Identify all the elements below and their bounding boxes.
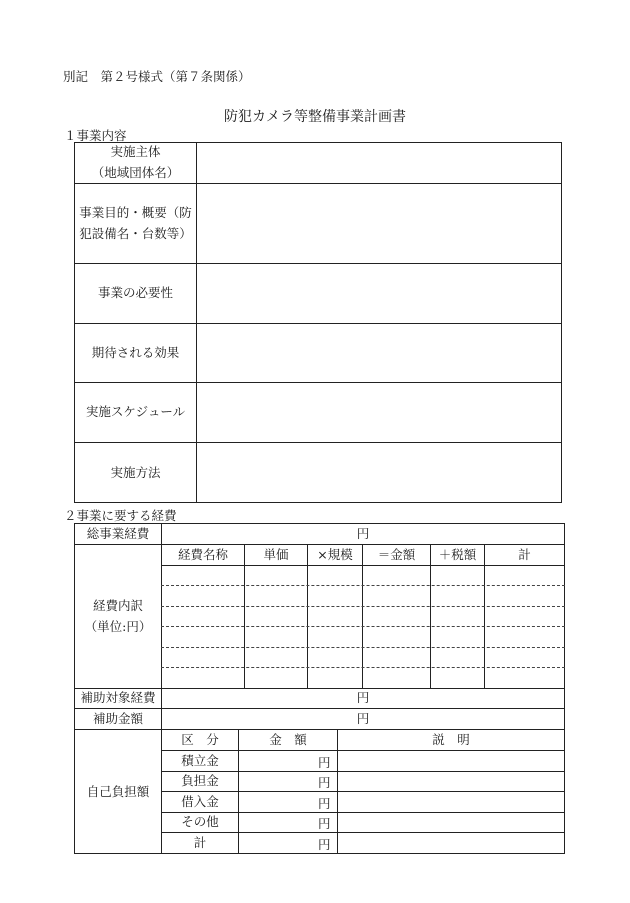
section2-heading: ２事業に要する経費	[64, 508, 177, 523]
page-title: 防犯カメラ等整備事業計画書	[224, 109, 406, 125]
yen-unit: 円	[318, 796, 331, 811]
row-implementing-body: 実施主体 （地域団体名）	[91, 144, 180, 180]
col-sum: 金 額	[269, 731, 307, 747]
col-scale: ×規模	[317, 546, 353, 562]
total-cost-field[interactable]	[162, 524, 564, 544]
self-row-contribution: 負担金	[181, 773, 219, 789]
subsidy-target-label: 補助対象経費	[80, 690, 156, 706]
self-row-reserve: 積立金	[181, 752, 219, 768]
total-cost-label: 総事業経費	[86, 525, 150, 541]
implementing-body-field[interactable]	[197, 143, 561, 183]
self-row-total: 計	[193, 835, 207, 851]
row-schedule: 実施スケジュール	[85, 404, 186, 420]
row-purpose-overview: 事業目的・概要（防 犯設備名・台数等）	[79, 204, 192, 241]
col-unit-price: 単価	[263, 546, 289, 562]
col-total: 計	[518, 546, 531, 562]
yen-unit: 円	[356, 710, 370, 726]
yen-unit: 円	[356, 690, 370, 706]
self-row-other: その他	[181, 814, 219, 830]
yen-unit: 円	[318, 775, 331, 790]
self-burden-label: 自己負担額	[86, 783, 150, 799]
yen-unit: 円	[318, 755, 331, 770]
col-expense-name: 経費名称	[177, 546, 228, 562]
col-category: 区 分	[181, 731, 219, 747]
section1-heading: １事業内容	[64, 128, 127, 143]
method-field[interactable]	[197, 443, 561, 503]
annex-label: 別記 第２号様式（第７条関係）	[63, 69, 251, 84]
yen-unit: 円	[356, 525, 370, 541]
self-row-loan: 借入金	[181, 793, 219, 809]
yen-unit: 円	[318, 837, 331, 852]
row-expected-effect: 期待される効果	[91, 344, 180, 360]
subsidy-amount-field[interactable]	[162, 709, 564, 729]
purpose-overview-field[interactable]	[197, 184, 561, 263]
col-tax: ＋税額	[438, 546, 477, 562]
necessity-field[interactable]	[197, 264, 561, 323]
breakdown-label: 経費内訳 （単位:円）	[84, 597, 152, 634]
col-amount: ＝金額	[377, 546, 416, 562]
row-method: 実施方法	[110, 464, 161, 480]
col-description: 説 明	[432, 731, 470, 747]
expected-effect-field[interactable]	[197, 324, 561, 382]
schedule-field[interactable]	[197, 383, 561, 442]
subsidy-target-field[interactable]	[162, 689, 564, 708]
yen-unit: 円	[318, 816, 331, 831]
row-necessity: 事業の必要性	[97, 285, 173, 301]
subsidy-amount-label: 補助金額	[92, 710, 143, 726]
